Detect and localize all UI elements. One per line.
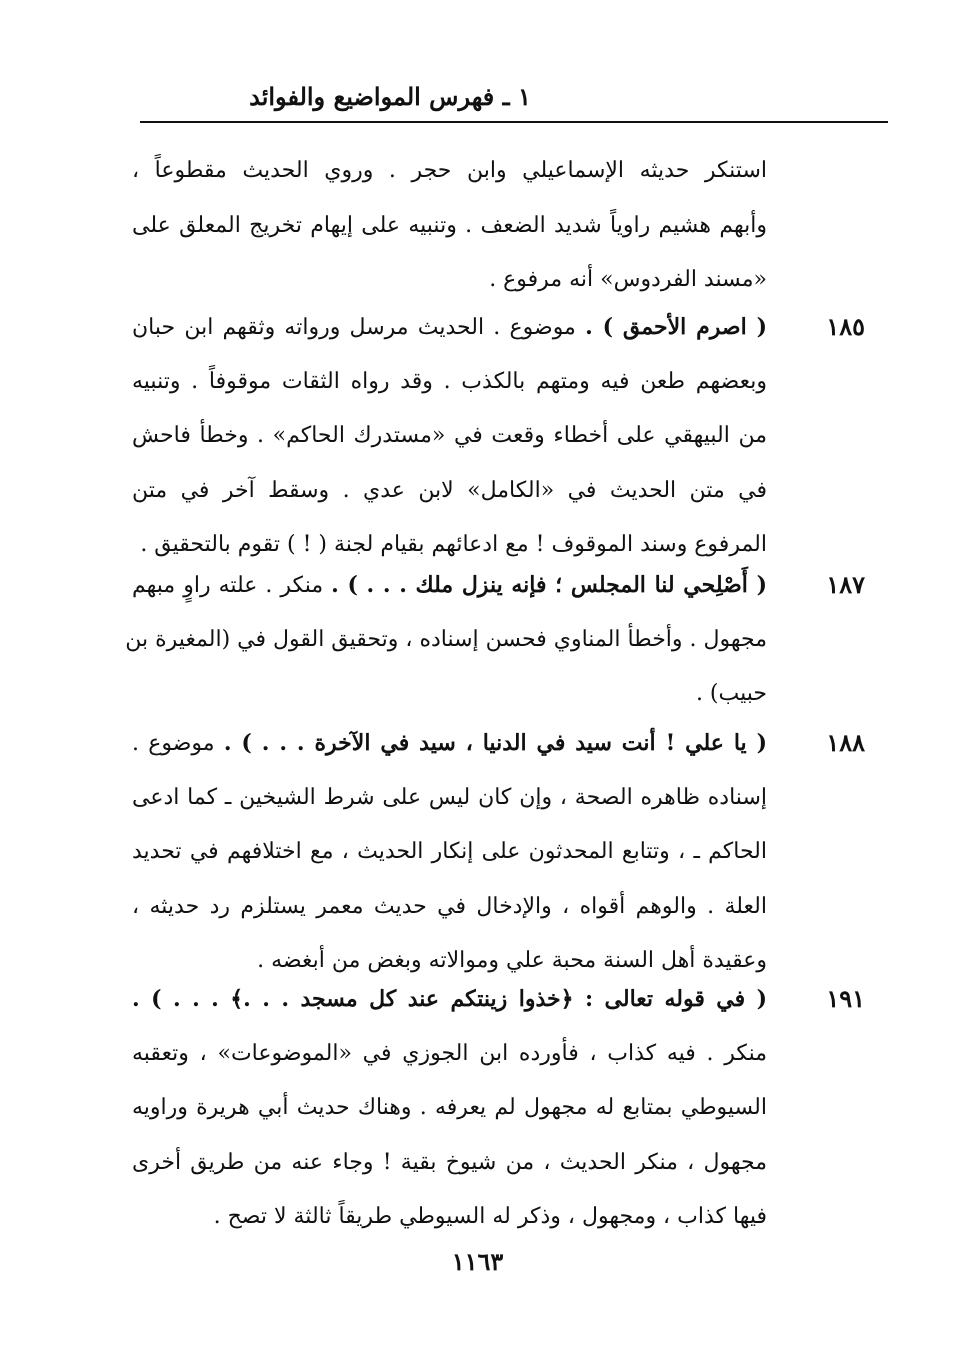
entry-line-text: موضوع . الحديث مرسل ورواته وثقهم ابن حبان: [132, 315, 586, 340]
continuation-text: [132, 144, 767, 308]
text-line: «مسند الفردوس» أنه مرفوع .: [489, 267, 767, 292]
entry-number: ١٨٥: [826, 312, 865, 341]
text-line: [132, 716, 767, 771]
text-line: وأبهم هشيم راوياً شديد الضعف . وتنبيه على إيهام تخريج المعلق على: [132, 212, 767, 238]
text-line: منكر . فيه كذاب ، فأورده ابن الجوزي في «الموضوعات» ، وتعقبه: [132, 1040, 767, 1066]
header-divider: [140, 121, 888, 123]
page-header-title: ١ ـ فهرس المواضيع والفوائد: [249, 82, 531, 111]
text-line: في متن الحديث في «الكامل» لابن عدي . وسقط آخر في متن: [132, 477, 767, 503]
entry-number: ١٩١: [826, 984, 865, 1013]
entry-line-text: موضوع .: [132, 731, 224, 756]
entry-number: ١٨٧: [826, 570, 865, 599]
text-line: استنكر حديثه الإسماعيلي وابن حجر . وروي الحديث مقطوعاً ،: [132, 158, 767, 183]
text-line: [132, 558, 767, 613]
text-line: مجهول . وأخطأ المناوي فحسن إسناده ، وتحقيق القول في (المغيرة بن: [125, 626, 767, 652]
text-line: العلة . والوهم أقواه ، والإدخال في حديث معمر يستلزم رد حديثه ،: [132, 893, 767, 919]
entry-line-text: منكر . علته راوٍ مبهم: [132, 573, 332, 598]
page-number: ١١٦٣: [451, 1247, 504, 1276]
entry-number: ١٨٨: [826, 728, 865, 757]
text-line: إسناده ظاهره الصحة ، وإن كان ليس على شرط الشيخين ـ كما ادعى: [132, 784, 767, 810]
text-line: مجهول ، منكر الحديث ، من شيوخ بقية ! وجاء عنه من طريق أخرى: [132, 1149, 767, 1175]
entry-text: [125, 558, 767, 722]
entry-text: [132, 716, 767, 989]
text-line: من البيهقي على أخطاء وقعت في «مستدرك الحاكم» . وخطأ فاحش: [132, 423, 767, 448]
entry-text: [132, 300, 767, 573]
text-line: الحاكم ـ ، وتتابع المحدثون على إنكار الحديث ، مع اختلافهم في تحديد: [132, 839, 767, 864]
text-line: حبيب) .: [695, 681, 767, 706]
entry-title: ( في قوله تعالى : ﴿خذوا زينتكم عند كل مسجد . . .﴾ . . . ) .: [132, 986, 767, 1012]
text-line: [132, 300, 767, 355]
text-line: وعقيدة أهل السنة محبة علي وموالاته وبغض من أبغضه .: [257, 948, 767, 973]
entry-title: ( أَصْلِحي لنا المجلس ؛ فإنه ينزل ملك . . . ) .: [331, 572, 767, 598]
text-line: المرفوع وسند الموقوف ! مع ادعائهم بقيام لجنة ( ! ) تقوم بالتحقيق .: [140, 532, 767, 557]
text-line: السيوطي بمتابع له مجهول لم يعرفه . وهناك حديث أبي هريرة وراويه: [132, 1095, 767, 1120]
entry-title: ( اصرم الأحمق ) .: [585, 314, 767, 340]
text-line: فيها كذاب ، ومجهول ، وذكر له السيوطي طريقاً ثالثة لا تصح .: [213, 1204, 767, 1229]
text-line: [132, 972, 767, 1027]
entry-text: [132, 972, 767, 1245]
text-line: وبعضهم طعن فيه ومتهم بالكذب . وقد رواه الثقات موقوفاً . وتنبيه: [132, 368, 767, 394]
entry-title: ( يا علي ! أنت سيد في الدنيا ، سيد في الآخرة . . . ) .: [223, 730, 767, 756]
